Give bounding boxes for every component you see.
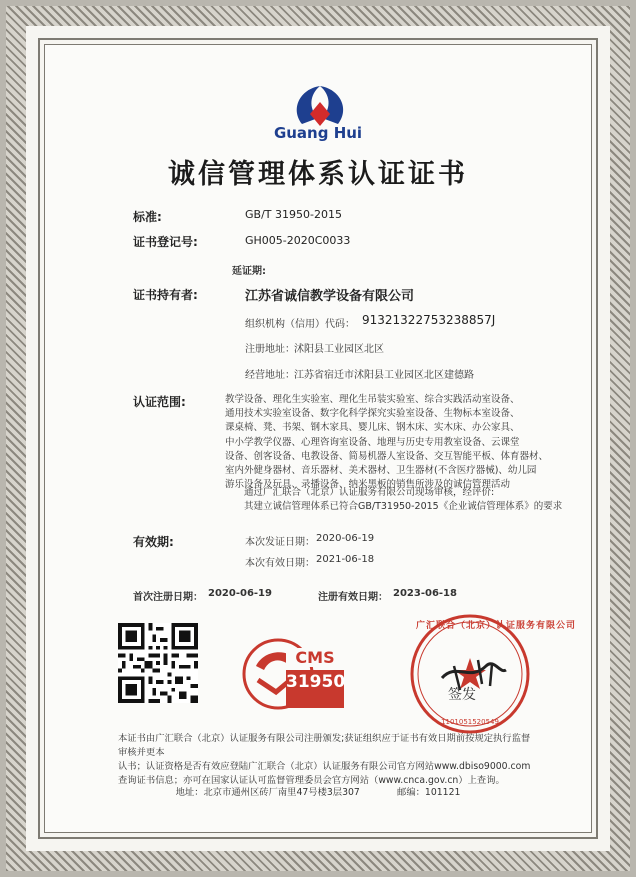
cms-label: CMS [286, 648, 344, 667]
registration-label: 证书登记号: [133, 235, 198, 249]
scope-text [225, 393, 565, 492]
footer-line: 查询证书信息；亦可在国家认证认可监督管理委员会官方网站（www.cnca.gov.cn）上查询。 [118, 775, 505, 786]
first-reg-date: 2020-06-19 [208, 588, 272, 599]
scope-line: 中小学教学仪器、心理咨询室设备、地理与历史专用教室设备、云课堂 [225, 436, 520, 448]
expiry-date-value: 2021-06-18 [316, 554, 375, 565]
cms-number: 31950 [286, 672, 346, 692]
validity-label: 有效期: [133, 535, 174, 549]
footer-line: 认书；认证资格是否有效应登陆广汇联合（北京）认证服务有限公司官方网站www.dbiso9000.com [118, 761, 531, 772]
assessment-line: 其建立诚信管理体系已符合GB/T31950-2015《企业诚信管理体系》的要求 [244, 501, 563, 512]
footer-address: 地址：北京市通州区砖厂南里47号楼3层307 邮编：101121 [175, 787, 461, 798]
standard-value: GB/T 31950-2015 [245, 208, 342, 221]
qr-code-icon [118, 623, 198, 703]
registered-address-label: 注册地址： [245, 344, 295, 355]
assessment-text [244, 486, 564, 514]
scope-line: 室内外健身器材、音乐器材、美术器材、卫生器材(不含医疗器械)、幼儿园 [225, 465, 537, 477]
brand-name: Guang Hui [273, 124, 363, 142]
seal-text: 广汇联合（北京）认证服务有限公司 [416, 621, 577, 631]
first-reg-label: 首次注册日期： [133, 592, 203, 603]
registration-value: GH005-2020C0033 [245, 234, 351, 247]
scope-line: 课桌椅、凳、书架、钢木家具、婴儿床、钢木床、实木床、办公家具、 [225, 422, 520, 434]
scope-line: 游乐设备及玩具、录播设备、纳米黑板的销售所涉及的诚信管理活动 [225, 479, 511, 491]
footer-notice [118, 732, 538, 788]
holder-label: 证书持有者: [133, 288, 198, 302]
issue-date-label: 本次发证日期： [245, 537, 315, 548]
reg-valid-label: 注册有效日期： [318, 592, 388, 603]
scope-line: 设备、创客设备、电教设备、简易机器人室设备、交互智能平板、体育器材、 [225, 450, 549, 462]
org-code-label: 组织机构（信用）代码： [245, 319, 355, 330]
business-address-label: 经营地址： [245, 370, 295, 381]
certificate-title: 诚信管理体系认证证书 [168, 159, 468, 190]
business-address-value: 江苏省宿迁市沭阳县工业园区北区建德路 [294, 370, 474, 381]
scope-label: 认证范围: [133, 395, 186, 409]
footer-line: 本证书由广汇联合（北京）认证服务有限公司注册颁发;获证组织应于证书有效日期前按规定执行监督审核并更本 [118, 733, 531, 758]
standard-label: 标准: [133, 210, 162, 224]
reg-valid-date: 2023-06-18 [393, 588, 457, 599]
assessment-line: 通过广汇联合（北京）认证服务有限公司现场审核，经评价: [244, 487, 495, 498]
scope-line: 通用技术实验室设备、数字化科学探究实验室设备、生物标本室设备、 [225, 408, 520, 420]
holder-name: 江苏省诚信教学设备有限公司 [245, 289, 415, 304]
issuer-signature: 签发 [448, 687, 476, 703]
registered-address-value: 沭阳县工业园区北区 [294, 344, 384, 355]
expiry-date-label: 本次有效日期： [245, 558, 315, 569]
scope-line: 教学设备、理化生实验室、理化生吊装实验室、综合实践活动室设备、 [225, 394, 520, 405]
org-code-value: 91321322753238857J [362, 313, 496, 327]
renewal-label: 延证期: [232, 266, 266, 277]
issue-date-value: 2020-06-19 [316, 533, 375, 544]
seal-number: 1101051520549 [441, 718, 499, 726]
